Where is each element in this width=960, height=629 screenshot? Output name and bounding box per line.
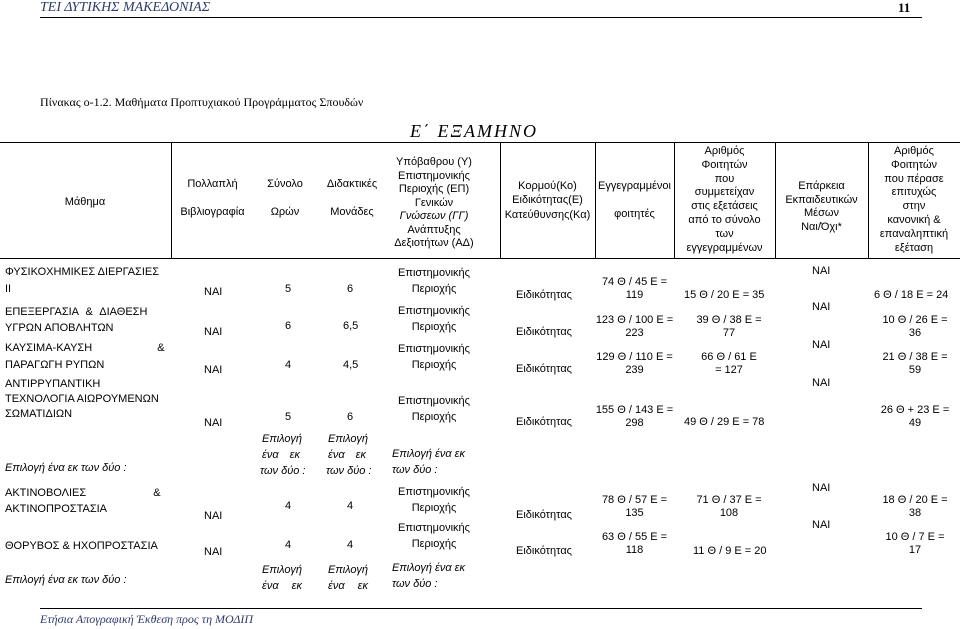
passed-value: 26 Θ + 23 Ε = 49 bbox=[880, 404, 950, 429]
course-name: ΑΝΤΙΡΡΥΠΑΝΤΙΚΗ ΤΕΧΝΟΛΟΓΙΑ ΑΙΩΡΟΥΜΕΝΩΝ ΣΩΜΑΤΙΔΙΩΝ bbox=[5, 378, 159, 420]
semester-title: Ε΄ ΕΞΑΜΗΝΟ bbox=[410, 121, 538, 141]
course-name: ΑΚΤΙΝΟΒΟΛΙΕΣ & ΑΚΤΙΝΟΠΡΟΣΤΑΣΙΑ bbox=[5, 487, 161, 515]
enrolled-value: 78 Θ / 57 Ε = 135 bbox=[601, 494, 668, 519]
passed-value: 18 Θ / 20 Ε = 38 bbox=[882, 494, 948, 519]
examined-value: 66 Θ / 61 Ε = 127 bbox=[701, 351, 757, 376]
header-passed: Αριθμός Φοιτητών που πέρασε επιτυχώς στην κανονική & επαναληπτική εξέταση bbox=[879, 145, 949, 254]
enrolled-value: 63 Θ / 55 Ε = 118 bbox=[601, 531, 668, 556]
header-course-type: Υπόβαθρου (Υ) Επιστημονικής Περιοχής (ΕΠ) Γενικών Γνώσεων (ΓΓ) Ανάπτυξης Δεξιοτήτων (ΑΔ) bbox=[394, 156, 474, 249]
hours-value: 6 bbox=[285, 320, 292, 332]
bibliography-value: ΝΑΙ bbox=[204, 417, 223, 429]
enrolled-value: 74 Θ / 45 Ε = 119 bbox=[601, 276, 668, 301]
elective-credits-note: Επιλογή ένα εκ bbox=[328, 564, 368, 592]
elective-note: Επιλογή ένα εκ των δύο : bbox=[5, 462, 127, 474]
passed-value: 10 Θ / 26 Ε = 36 bbox=[882, 314, 948, 339]
core-value: Ειδικότητας bbox=[516, 326, 572, 338]
elective-type-note: Επιλογή ένα εκ των δύο : bbox=[392, 562, 465, 590]
hours-value: 4 bbox=[285, 500, 292, 512]
hours-value: 4 bbox=[285, 359, 292, 371]
bibliography-value: ΝΑΙ bbox=[204, 510, 223, 522]
credits-value: 6 bbox=[347, 411, 354, 423]
core-value: Ειδικότητας bbox=[516, 416, 572, 428]
passed-value: 6 Θ / 18 Ε = 24 bbox=[874, 289, 949, 301]
bibliography-value: ΝΑΙ bbox=[204, 326, 223, 338]
course-type: Επιστημονικής Περιοχής bbox=[398, 267, 470, 295]
core-value: Ειδικότητας bbox=[516, 545, 572, 557]
header-rule bbox=[40, 17, 922, 18]
materials-value: ΝΑΙ bbox=[812, 482, 831, 494]
examined-value: 71 Θ / 37 Ε = 108 bbox=[696, 494, 762, 519]
header-hours: Σύνολο Ωρών bbox=[267, 178, 303, 218]
course-type: Επιστημονικής Περιοχής bbox=[398, 486, 470, 514]
materials-value: ΝΑΙ bbox=[812, 265, 831, 277]
course-type: Επιστημονικής Περιοχής bbox=[398, 343, 470, 371]
examined-value: 15 Θ / 20 Ε = 35 bbox=[684, 289, 765, 301]
footer-rule bbox=[40, 608, 922, 609]
enrolled-value: 129 Θ / 110 Ε = 239 bbox=[596, 351, 673, 376]
header-examined: Αριθμός Φοιτητών που συμμετείχαν στις εξετάσεις από το σύνολο των εγγεγραμμένων bbox=[686, 145, 763, 254]
elective-note: Επιλογή ένα εκ των δύο : bbox=[5, 574, 127, 586]
materials-value: ΝΑΙ bbox=[812, 301, 831, 313]
course-name: ΚΑΥΣΙΜΑ-ΚΑΥΣΗ & ΠΑΡΑΓΩΓΗ ΡΥΠΩΝ bbox=[5, 342, 165, 371]
course-type: Επιστημονικής Περιοχής bbox=[398, 395, 470, 423]
footer-text: Ετήσια Απογραφική Έκθεση προς τη ΜΟΔΙΠ bbox=[40, 612, 254, 626]
header-course: Μάθημα bbox=[64, 196, 106, 208]
enrolled-value: 155 Θ / 143 Ε = 298 bbox=[595, 404, 674, 429]
examined-value: 39 Θ / 38 Ε = 77 bbox=[696, 314, 762, 339]
credits-value: 6 bbox=[347, 283, 354, 295]
header-materials: Επάρκεια Εκπαιδευτικών Μέσων Ναι/Όχι* bbox=[785, 180, 858, 233]
header-bibliography: Πολλαπλή Βιβλιογραφία bbox=[180, 178, 245, 218]
examined-value: 49 Θ / 29 Ε = 78 bbox=[684, 416, 765, 428]
credits-value: 4 bbox=[347, 500, 354, 512]
elective-hours-note: Επιλογή ένα εκ bbox=[262, 564, 302, 592]
examined-value: 11 Θ / 9 Ε = 20 bbox=[693, 545, 767, 557]
bibliography-value: ΝΑΙ bbox=[204, 546, 223, 558]
materials-value: ΝΑΙ bbox=[812, 377, 831, 389]
materials-value: ΝΑΙ bbox=[812, 339, 831, 351]
header-bottom-border bbox=[0, 258, 960, 259]
hours-value: 4 bbox=[285, 539, 292, 551]
course-name: ΕΠΕΞΕΡΓΑΣΙΑ & ΔΙΑΘΕΣΗ ΥΓΡΩΝ ΑΠΟΒΛΗΤΩΝ bbox=[5, 306, 148, 334]
credits-value: 4,5 bbox=[343, 359, 359, 371]
core-value: Ειδικότητας bbox=[516, 289, 572, 301]
credits-value: 4 bbox=[347, 539, 354, 551]
header-enrolled: Εγγεγραμμένοι φοιτητές bbox=[598, 180, 671, 220]
page-number: 11 bbox=[898, 0, 911, 15]
course-name: ΘΟΡΥΒΟΣ & ΗΧΟΠΡΟΣΤΑΣΙΑ bbox=[5, 540, 158, 552]
passed-value: 10 Θ / 7 Ε = 17 bbox=[885, 531, 945, 556]
header-core: Κορμού(Κο) Ειδικότητας(Ε) Κατεύθυνσης(Κα) bbox=[504, 180, 591, 221]
table-top-border bbox=[0, 142, 960, 143]
elective-type-note: Επιλογή ένα εκ των δύο : bbox=[392, 448, 465, 476]
core-value: Ειδικότητας bbox=[516, 363, 572, 375]
passed-value: 21 Θ / 38 Ε = 59 bbox=[882, 351, 948, 376]
course-type: Επιστημονικής Περιοχής bbox=[398, 522, 470, 550]
course-name: ΦΥΣΙΚΟΧΗΜΙΚΕΣ ΔΙΕΡΓΑΣΙΕΣ ΙΙ bbox=[5, 266, 160, 295]
materials-value: ΝΑΙ bbox=[812, 519, 831, 531]
hours-value: 5 bbox=[285, 283, 292, 295]
core-value: Ειδικότητας bbox=[516, 509, 572, 521]
table-caption: Πίνακας ο-1.2. Μαθήματα Προπτυχιακού Προγράμματος Σπουδών bbox=[40, 95, 364, 109]
running-header-title: ΤΕΙ ΔΥΤΙΚΗΣ ΜΑΚΕΔΟΝΙΑΣ bbox=[40, 0, 211, 15]
elective-hours-note: Επιλογή ένα εκ των δύο : bbox=[260, 433, 306, 477]
credits-value: 6,5 bbox=[343, 320, 359, 332]
column-divider bbox=[171, 142, 172, 258]
bibliography-value: ΝΑΙ bbox=[204, 364, 223, 376]
course-type: Επιστημονικής Περιοχής bbox=[398, 305, 470, 333]
elective-credits-note: Επιλογή ένα εκ των δύο : bbox=[326, 433, 372, 477]
enrolled-value: 123 Θ / 100 Ε = 223 bbox=[595, 314, 674, 339]
hours-value: 5 bbox=[285, 411, 292, 423]
header-credits: Διδακτικές Μονάδες bbox=[326, 178, 378, 218]
bibliography-value: ΝΑΙ bbox=[204, 286, 223, 298]
